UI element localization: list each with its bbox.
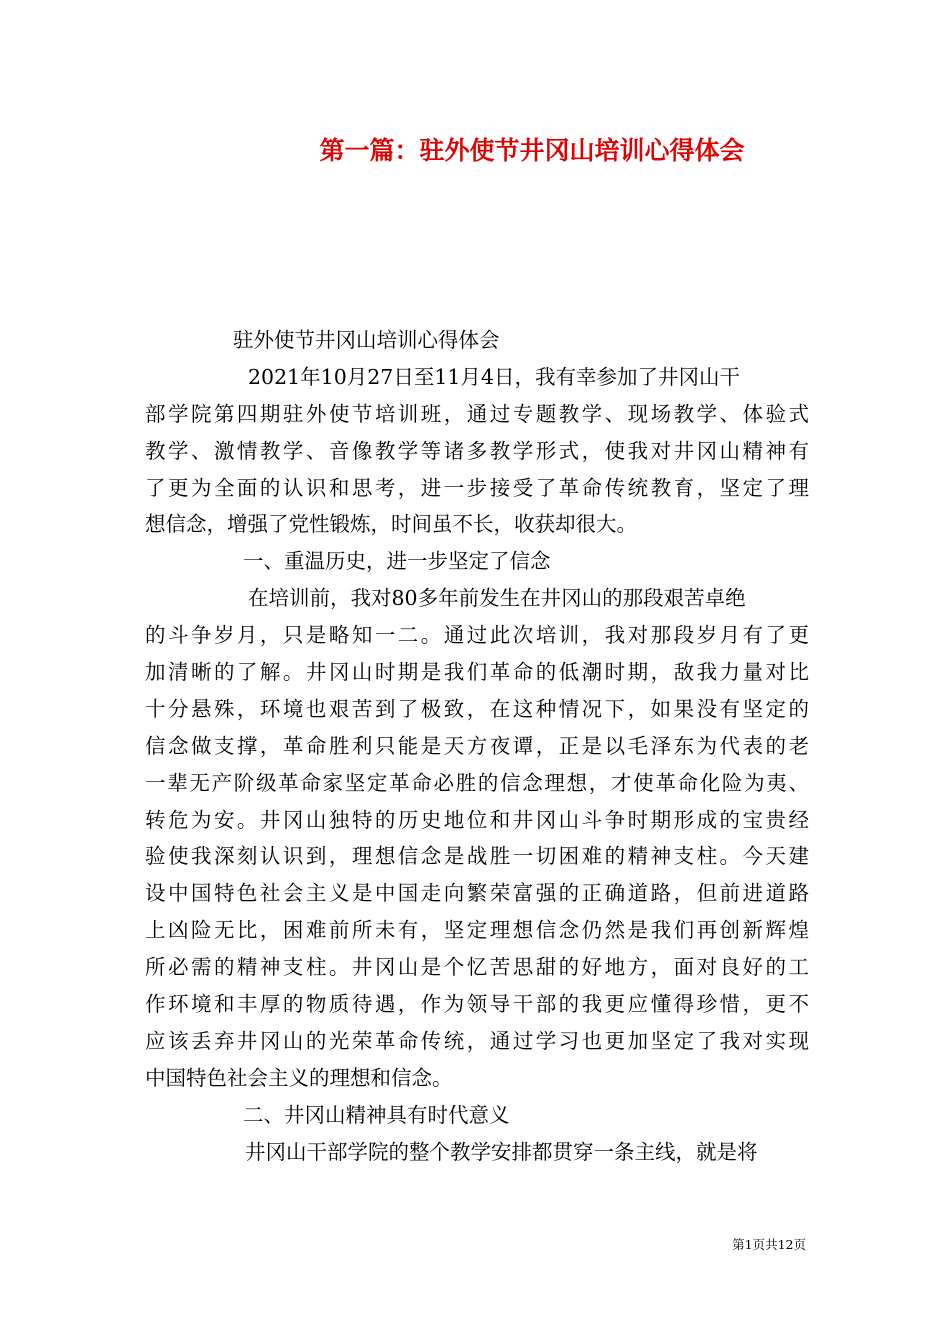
paragraph-line: 所必需的精神支柱。井冈山是个忆苦思甜的好地方，面对良好的工 <box>145 955 809 980</box>
paragraph-line: 上凶险无比，困难前所未有，坚定理想信念仍然是我们再创新辉煌 <box>145 918 809 943</box>
paragraph-line: 中国特色社会主义的理想和信念。 <box>145 1065 453 1090</box>
paragraph-line: 设中国特色社会主义是中国走向繁荣富强的正确道路，但前进道路 <box>145 881 809 906</box>
paragraph-line: 在培训前，我对80多年前发生在井冈山的那段艰苦卓绝 <box>248 586 746 611</box>
paragraph-section-1 <box>145 580 809 1096</box>
paragraph-line: 了更为全面的认识和思考，进一步接受了革命传统教育，坚定了理 <box>145 475 809 500</box>
paragraph-line: 应该丢弃井冈山的光荣革命传统，通过学习也更加坚定了我对实现 <box>145 1028 809 1053</box>
document-body <box>145 322 809 1170</box>
paragraph-line: 2021年10月27日至11月4日，我有幸参加了井冈山干 <box>248 364 740 389</box>
section-heading-2: 二、井冈山精神具有时代意义 <box>243 1102 510 1127</box>
paragraph-line: 验使我深刻认识到，理想信念是战胜一切困难的精神支柱。今天建 <box>145 844 809 869</box>
paragraph-section-2 <box>145 1134 809 1171</box>
document-subtitle: 驻外使节井冈山培训心得体会 <box>233 328 500 352</box>
paragraph-line: 井冈山干部学院的整个教学安排都贯穿一条主线，就是将 <box>245 1139 758 1164</box>
paragraph-line: 部学院第四期驻外使节培训班，通过专题教学、现场教学、体验式 <box>145 401 809 426</box>
paragraph-line: 十分悬殊，环境也艰苦到了极致，在这种情况下，如果没有坚定的 <box>145 696 809 721</box>
page-number: 第1页共12页 <box>732 1237 806 1252</box>
paragraph-line: 加清晰的了解。井冈山时期是我们革命的低潮时期，敌我力量对比 <box>145 660 809 685</box>
document-title: 第一篇：驻外使节井冈山培训心得体会 <box>319 136 745 165</box>
paragraph-line: 信念做支撑，革命胜利只能是天方夜谭，正是以毛泽东为代表的老 <box>145 733 809 758</box>
paragraph-line: 一辈无产阶级革命家坚定革命必胜的信念理想，才使革命化险为夷、 <box>145 770 809 795</box>
section-heading-1: 一、重温历史，进一步坚定了信念 <box>243 549 551 574</box>
paragraph-intro <box>145 359 809 543</box>
paragraph-line: 想信念，增强了党性锻炼，时间虽不长，收获却很大。 <box>145 512 637 537</box>
paragraph-line: 教学、激情教学、音像教学等诸多教学形式，使我对井冈山精神有 <box>145 438 809 463</box>
paragraph-line: 转危为安。井冈山独特的历史地位和井冈山斗争时期形成的宝贵经 <box>145 807 809 832</box>
paragraph-line: 的斗争岁月，只是略知一二。通过此次培训，我对那段岁月有了更 <box>145 623 809 648</box>
paragraph-line: 作环境和丰厚的物质待遇，作为领导干部的我更应懂得珍惜，更不 <box>145 992 809 1017</box>
